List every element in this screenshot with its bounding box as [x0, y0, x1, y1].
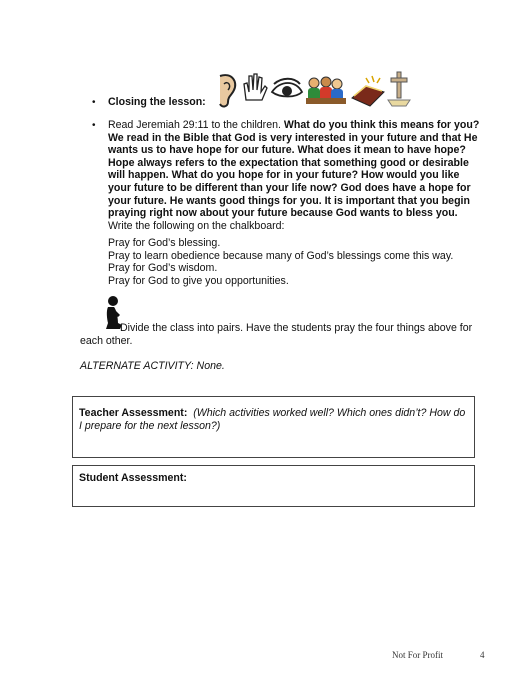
cross-icon	[388, 72, 410, 106]
icon-row	[212, 70, 412, 110]
bullet: •	[92, 120, 96, 131]
reading-paragraph	[108, 119, 484, 232]
teacher-assessment-label: Teacher Assessment:	[79, 407, 188, 419]
bible-icon	[352, 76, 384, 106]
pairs-instruction: Divide the class into pairs. Have the students pray the four things above for each other.	[80, 322, 473, 347]
prayer-list	[108, 237, 453, 287]
student-assessment-box[interactable]	[72, 465, 475, 507]
prayer-item: Pray for God’s blessing.	[108, 237, 221, 249]
reading-intro: Read Jeremiah 29:11 to the children.	[108, 119, 284, 131]
teacher-assessment-box[interactable]	[72, 396, 475, 458]
alternate-activity: ALTERNATE ACTIVITY: None.	[80, 360, 225, 372]
ear-icon	[220, 75, 235, 106]
eye-icon	[272, 79, 302, 97]
page-number: 4	[480, 650, 485, 660]
hand-icon	[244, 74, 267, 100]
teacher-assessment-question: (Which activities worked well? Which ones didn’t? How do I prepare for the next lesson?)	[79, 407, 466, 432]
reading-outro: Write the following on the chalkboard:	[108, 219, 285, 232]
student-assessment-label: Student Assessment:	[79, 472, 187, 484]
prayer-item: Pray to learn obedience because many of God’s blessings come this way.	[108, 249, 454, 262]
closing-label: Closing the lesson:	[108, 96, 206, 108]
reading-bold: What do you think this means for you? We read in the Bible that God is very interested in your future and that He wants us to have hope for our future. What does it mean to have hope? Hope always refers to the expectation that something good or desirable will happen. What do you hope for in your future? How would you like your future to be different than your life now? God does have a hope for your future. He wants good things for you. It is important that you begin praying right now about your future because God wants to bless you.	[108, 119, 480, 220]
bullet: •	[92, 97, 96, 108]
group-icon	[306, 77, 346, 104]
prayer-item: Pray for God to give you opportunities.	[108, 274, 289, 287]
prayer-item: Pray for God’s wisdom.	[108, 262, 218, 275]
footer-text: Not For Profit	[392, 650, 444, 660]
